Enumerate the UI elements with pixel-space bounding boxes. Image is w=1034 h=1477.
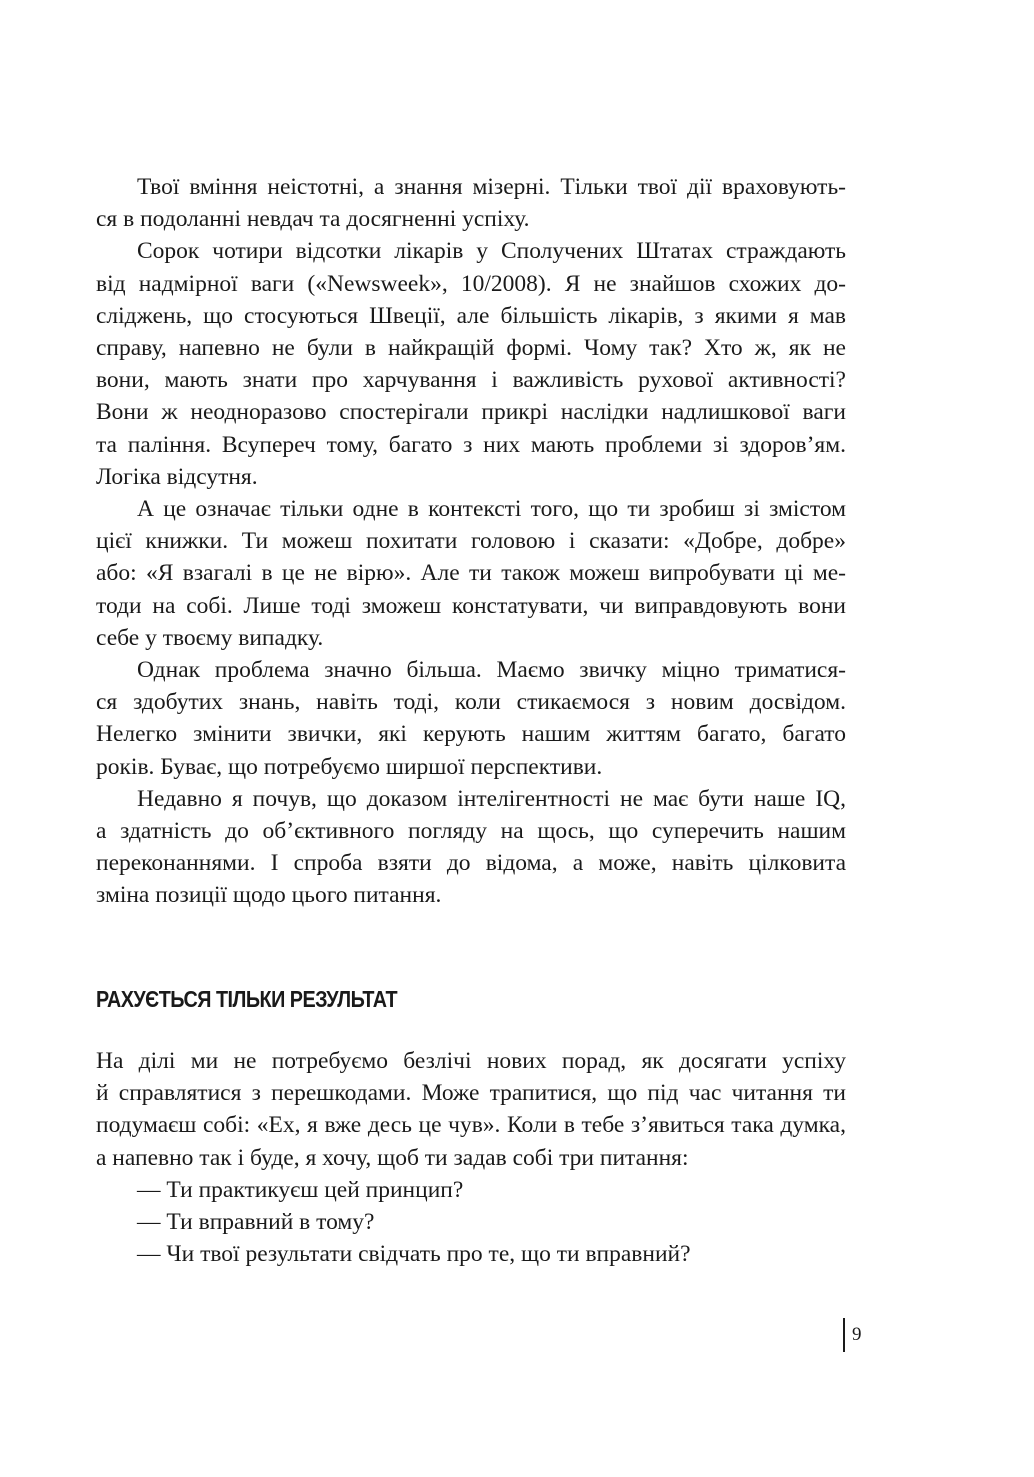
question-item: — Ти вправний в тому?: [137, 1209, 375, 1236]
text-line: зміна позиції щодо цього питання.: [96, 882, 442, 909]
text-line: вони, мають знати про харчування і важливість рухової активності?: [96, 367, 846, 394]
text-line: Вони ж неодноразово спостерігали прикрі наслідки надлишкової ваги: [96, 399, 846, 426]
text-line: тоди на собі. Лише тоді зможеш констатувати, чи виправдовують вони: [96, 592, 846, 619]
text-line: й справлятися з перешкодами. Може трапитися, що під час читання ти: [96, 1080, 846, 1107]
text-line: Нелегко змінити звички, які керують нашим життям багато, багато: [96, 721, 846, 748]
text-line: років. Буває, що потребуємо ширшої перспективи.: [96, 753, 603, 780]
text-line: ся в подоланні невдач та досягненні успіху.: [96, 206, 530, 233]
text-line: а здатність до об’єктивного погляду на щось, що суперечить нашим: [96, 818, 846, 845]
text-line: цієї книжки. Ти можеш похитати головою і сказати: «Добре, добре»: [96, 528, 846, 555]
text-line: та паління. Всупереч тому, багато з них мають проблеми зі здоров’ям.: [96, 431, 846, 458]
paragraph: [96, 171, 846, 235]
text-line: Сорок чотири відсотки лікарів у Сполучених Штатах страждають: [137, 238, 846, 265]
text-line: А це означає тільки одне в контексті того, що ти зробиш зі змістом: [137, 496, 846, 523]
paragraph: [96, 493, 846, 654]
text-line: На ділі ми не потребуємо безлічі нових порад, як досягати успіху: [96, 1048, 846, 1074]
body-text-top: [96, 171, 846, 912]
footer-rule: [843, 1318, 845, 1352]
text-line: від надмірної ваги («Newsweek», 10/2008). Я не знайшов схожих до-: [96, 270, 846, 297]
question-item: — Ти практикуєш цей принцип?: [137, 1176, 464, 1203]
paragraph: [96, 783, 846, 912]
text-line: ся здобутих знань, навіть тоді, коли стикаємося з новим досвідом.: [96, 689, 846, 716]
body-text-bottom: [96, 1045, 846, 1270]
paragraph: [96, 1045, 846, 1174]
paragraph: [96, 654, 846, 783]
page-footer: [843, 1318, 862, 1352]
text-line: Недавно я почув, що доказом інтелігентності не має бути наше IQ,: [137, 785, 846, 812]
paragraph: [96, 235, 846, 493]
section-heading: РАХУЄТЬСЯ ТІЛЬКИ РЕЗУЛЬТАТ: [96, 986, 398, 1012]
text-line: Однак проблема значно більша. Маємо звичку міцно триматися-: [137, 657, 846, 684]
question-item: — Чи твої результати свідчать про те, що ти вправний?: [137, 1241, 691, 1268]
text-line: переконаннями. І спроба взяти до відома, а може, навіть цілковита: [96, 850, 846, 877]
text-line: справу, напевно не були в найкращій формі. Чому так? Хто ж, як не: [96, 335, 846, 362]
page-number: 9: [852, 1324, 862, 1345]
text-line: сліджень, що стосуються Швеції, але більшість лікарів, з якими я мав: [96, 302, 846, 329]
text-line: подумаєш собі: «Ех, я вже десь це чув». Коли в тебе з’явиться така думка,: [96, 1112, 846, 1139]
text-line: Твої вміння неістотні, а знання мізерні. Тільки твої дії враховують-: [137, 174, 846, 200]
question-list: [96, 1174, 846, 1271]
text-line: Логіка відсутня.: [96, 463, 258, 490]
text-line: або: «Я взагалі в це не вірю». Але ти також можеш випробувати ці ме-: [96, 560, 846, 587]
text-line: а напевно так і буде, я хочу, щоб ти задав собі три питання:: [96, 1144, 689, 1171]
text-line: себе у твоєму випадку.: [96, 624, 324, 651]
